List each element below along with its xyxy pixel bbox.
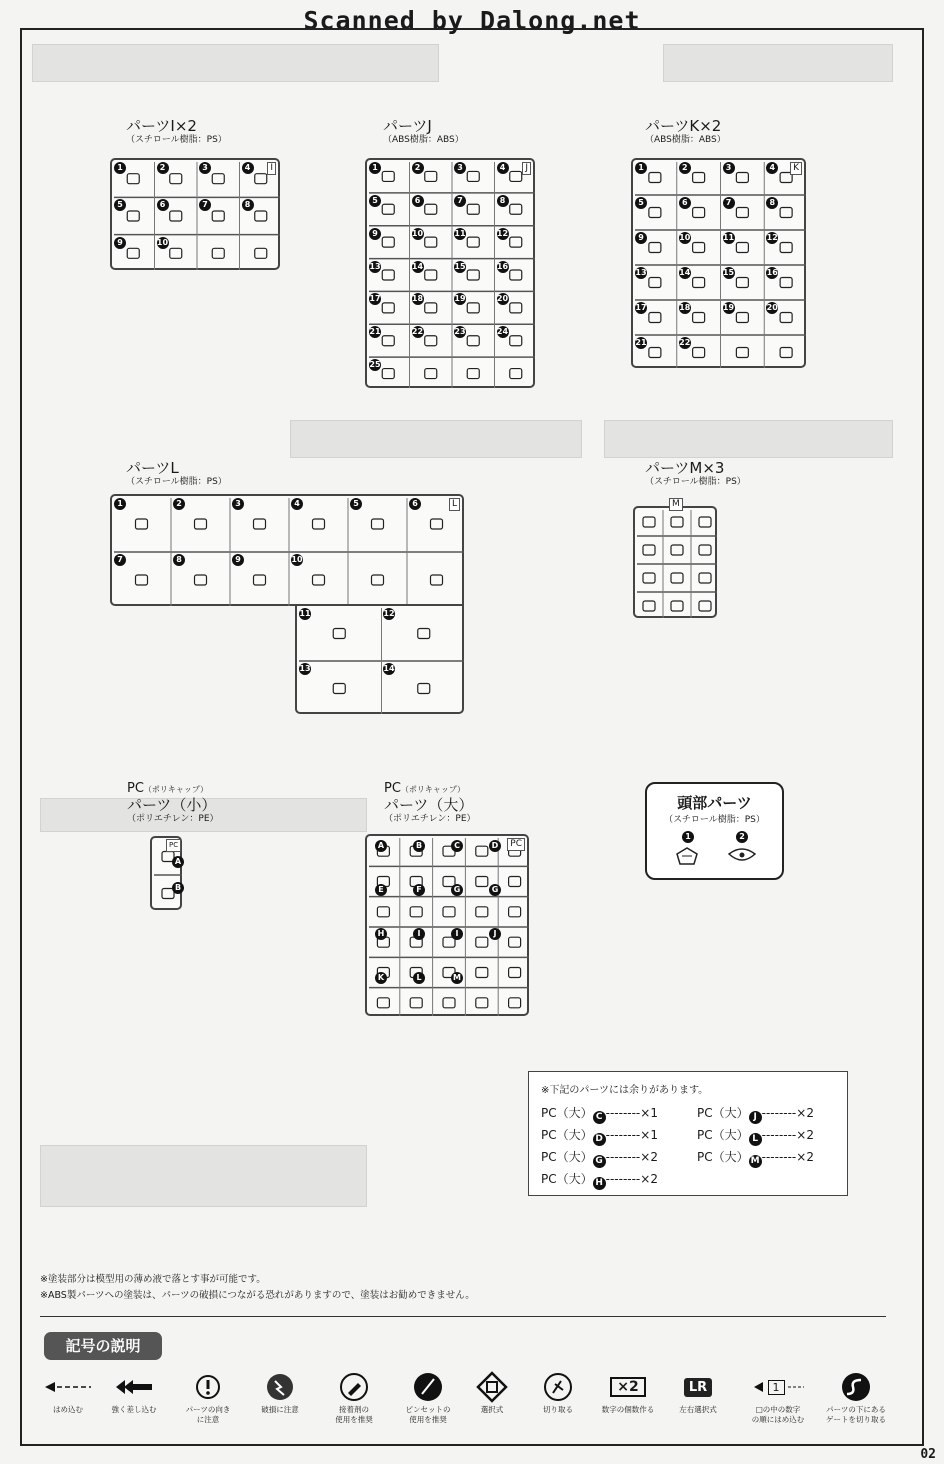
head-part-number: 2 [736,831,748,843]
part-number: 19 [722,303,735,312]
part-number: 25 [369,360,381,370]
part-number: 20 [496,294,509,304]
runner-j-title: パーツJ [383,117,432,135]
part-number: 17 [369,294,381,304]
runner-l-tag: L [449,498,460,511]
spare-dashes: -------- [605,1172,641,1186]
pc-small-label [127,778,219,825]
part-number: 19 [454,294,466,304]
pc-letter: A [375,840,387,852]
left-right-icon: LR [684,1378,712,1397]
pc-small-title: パーツ（小） [127,795,217,814]
painting-notes [40,1272,475,1304]
arrow-double-icon [114,1379,154,1395]
symbol-cut [522,1372,594,1415]
runner-j-frame [365,158,535,388]
pc-small-frame [150,836,182,910]
runner-i-material: （スチロール樹脂：PS） [126,135,227,146]
part-number: 10 [411,228,424,238]
part-number: 16 [766,268,778,277]
ghost-header-low2 [40,1145,367,1207]
symbol-label: 破損に注意 [261,1405,299,1414]
spare-letter: M [749,1155,762,1168]
pc-letter: A [172,856,184,868]
symbol-label: 切り取る [543,1405,573,1414]
pc-letter: H [375,928,387,940]
pc-small-prefix: PC [127,781,144,796]
pc-large-title: パーツ（大） [384,795,474,814]
pc-large-frame [365,834,529,1016]
sprue-drawing [367,836,531,1018]
runner-k-label [645,118,726,146]
spare-qty: ×2 [640,1150,658,1164]
part-number: 6 [679,197,691,209]
pc-letter: M [451,972,463,984]
part-number: 8 [766,197,778,209]
runner-i-title: パーツI×2 [126,117,197,135]
head-part-number: 1 [682,831,694,843]
ghost-header-mid [290,420,582,458]
spare-dashes: -------- [761,1128,797,1142]
part-number: 3 [232,498,244,510]
part-number: 3 [199,162,211,174]
select-icon [476,1371,508,1403]
part-number: 10 [156,237,169,247]
part-number: 7 [723,197,735,209]
pc-letter: F [413,884,425,896]
spare-dashes: -------- [761,1150,797,1164]
part-number: 17 [635,303,647,312]
part-number: 22 [679,338,691,347]
symbol-label: 選択式 [480,1405,504,1414]
ghost-header-mid2 [604,420,893,458]
fragile-icon [266,1373,294,1401]
part-number: 6 [412,195,424,207]
symbol-count [592,1372,664,1415]
spare-letter: G [593,1155,606,1168]
pc-large-prefix-note: （ポリキャップ） [400,785,466,794]
scan-banner: Scanned by Dalong.net [303,6,641,35]
sprue-drawing [297,606,466,716]
order-icon: 1 [768,1380,785,1395]
spare-row [541,1148,658,1168]
part-number: 1 [635,162,647,174]
runner-k-material: （ABS樹脂：ABS） [645,135,726,146]
part-number: 5 [350,498,362,510]
symbol-label: 左右選択式 [679,1405,717,1414]
part-number: 2 [173,498,185,510]
part-number: 11 [722,233,735,242]
symbol-fragile [244,1372,316,1415]
part-number: 7 [454,195,466,207]
symbol-label: パーツの下にある ゲートを切り取る [826,1405,886,1424]
part-number: 18 [679,303,691,312]
symbol-left-right [662,1372,734,1415]
head-parts-title: 頭部パーツ [677,794,752,812]
sprue-drawing [635,508,719,620]
part-number: 13 [635,268,647,277]
spare-row [697,1126,814,1146]
order-dash-icon [788,1385,804,1389]
runner-k-frame [631,158,806,368]
sprue-drawing [112,496,466,608]
ghost-header-left [32,44,439,82]
part-number: 3 [454,162,466,174]
pc-small-prefix-note: （ポリキャップ） [143,785,209,794]
spare-label: PC（大） [697,1128,749,1142]
part-number: 24 [496,327,509,337]
part-number: 2 [412,162,424,174]
runner-j-material: （ABS樹脂：ABS） [383,135,464,146]
part-number: 13 [369,261,381,271]
runner-j-label [383,118,464,146]
spare-dashes: -------- [605,1150,641,1164]
pc-letter: I [413,928,425,940]
part-number: 4 [497,162,509,174]
note-line: ※ABS製パーツへの塗装は、パーツの破損につながる恐れがありますので、塗装はお勧めできません。 [40,1290,475,1301]
symbol-gate [820,1372,892,1425]
symbol-label: ピンセットの 使用を推奨 [405,1405,451,1424]
symbol-label: はめ込む [53,1405,83,1414]
part-number: 11 [299,609,311,618]
spare-qty: ×1 [640,1128,658,1142]
spare-row [697,1148,814,1168]
runner-l-title: パーツL [126,459,179,477]
part-number: 4 [291,498,303,510]
part-number: 21 [369,327,381,337]
head-parts-material: （スチロール樹脂：PS） [664,815,765,825]
part-number: 10 [679,233,691,242]
runner-m-frame [633,499,717,618]
runner-l-frame-top [110,494,464,606]
part-number: 7 [114,554,126,566]
sprue-drawing [112,160,282,272]
symbol-label: パーツの向き に注意 [185,1405,231,1424]
spare-qty: ×2 [796,1106,814,1120]
part-number: 14 [383,664,395,673]
part-number: 13 [299,664,311,673]
part-number: 8 [242,199,254,211]
part-number: 15 [722,268,735,277]
pc-letter: J [489,928,501,940]
symbol-press [98,1372,170,1415]
spare-qty: ×1 [640,1106,658,1120]
part-number: 21 [635,338,647,347]
part-number: 18 [411,294,424,304]
part-number: 9 [114,237,126,249]
spare-label: PC（大） [697,1106,749,1120]
cut-icon [543,1372,573,1402]
part-number: 7 [199,199,211,211]
part-number: 9 [232,554,244,566]
part-number: 8 [173,554,185,566]
pc-letter: L [413,972,425,984]
spare-row [541,1126,658,1146]
part-number: 10 [291,555,303,564]
symbol-select [456,1372,528,1415]
part-number: 3 [723,162,735,174]
symbols-title: 記号の説明 [44,1332,162,1360]
pc-small-tag: PC [166,839,181,852]
pc-letter: C [451,840,463,852]
sprue-drawing [367,160,537,390]
spare-label: PC（大） [697,1150,749,1164]
spare-qty: ×2 [796,1128,814,1142]
spare-row [541,1170,658,1190]
count-icon: ×2 [610,1377,645,1397]
part-number: 23 [454,327,466,337]
spare-letter: J [749,1111,762,1124]
spare-letter: L [749,1133,762,1146]
arrow-dashed-icon [43,1380,93,1394]
head-parts-box [645,782,784,880]
spare-qty: ×2 [640,1172,658,1186]
runner-m-label [645,460,746,488]
pc-letter: E [375,884,387,896]
part-number: 12 [383,609,395,618]
section-divider [40,1316,886,1317]
part-number: 4 [766,162,778,174]
spare-dashes: -------- [605,1106,641,1120]
part-number: 4 [242,162,254,174]
symbol-fit [32,1372,104,1415]
pc-letter: D [489,840,501,852]
symbol-label: 数字の個数作る [601,1405,655,1414]
spare-letter: D [593,1133,606,1146]
order-arrow-icon [753,1380,765,1394]
part-number: 14 [679,268,691,277]
part-number: 1 [114,162,126,174]
spare-label: PC（大） [541,1150,593,1164]
spare-letter: C [593,1111,606,1124]
runner-k-tag: K [790,162,802,175]
page-number: 02 [920,1447,936,1462]
pc-letter: B [413,840,425,852]
part-number: 6 [157,199,169,211]
tweezers-icon [413,1372,443,1402]
part-number: 12 [496,228,509,238]
pc-letter: G [489,884,501,896]
pc-large-label [384,778,476,825]
glue-icon [340,1373,368,1401]
part-number: 8 [497,195,509,207]
part-number: 5 [369,195,381,207]
runner-k-title: パーツK×2 [645,117,722,135]
symbol-tweezers [392,1372,464,1425]
spare-letter: H [593,1177,606,1190]
part-number: 2 [157,162,169,174]
part-number: 9 [635,232,647,244]
pc-small-material: （ポリエチレン：PE） [127,814,219,825]
gate-icon [841,1372,871,1402]
pc-large-tag: PC [507,838,525,851]
runner-l-material: （スチロール樹脂：PS） [126,477,227,488]
spare-note: ※下記のパーツには余りがあります。 [541,1085,709,1096]
part-number: 15 [454,261,466,271]
spare-qty: ×2 [796,1150,814,1164]
symbol-label: □の中の数字 の順にはめ込む [751,1405,805,1424]
runner-m-material: （スチロール樹脂：PS） [645,477,746,488]
attention-icon [195,1374,221,1400]
sprue-drawing [633,160,808,370]
pc-large-material: （ポリエチレン：PE） [384,814,476,825]
part-number: 9 [369,228,381,240]
runner-i-frame [110,158,280,270]
symbol-label: 接着剤の 使用を推奨 [335,1405,373,1424]
spare-dashes: -------- [605,1128,641,1142]
spare-parts-box [528,1071,848,1196]
runner-i-label [126,118,227,146]
pc-letter: B [172,882,184,894]
runner-m-title: パーツM×3 [645,459,725,477]
ghost-header-right [663,44,893,82]
spare-label: PC（大） [541,1172,593,1186]
spare-label: PC（大） [541,1128,593,1142]
runner-l-frame-bottom [295,604,464,714]
part-number: 14 [411,261,424,271]
part-number: 20 [766,303,778,312]
part-number: 12 [766,233,778,242]
symbol-label: 強く差し込む [111,1405,157,1414]
note-line: ※塗装部分は模型用の薄め液で落とす事が可能です。 [40,1274,266,1285]
runner-l-label [126,460,227,488]
pc-letter: I [451,928,463,940]
symbol-glue [318,1372,390,1425]
part-number: 1 [369,162,381,174]
spare-dashes: -------- [761,1106,797,1120]
spare-label: PC（大） [541,1106,593,1120]
spare-row [697,1104,814,1124]
runner-m-tag: M [669,498,683,511]
pc-letter: K [375,972,387,984]
part-number: 5 [114,199,126,211]
part-number: 2 [679,162,691,174]
part-number: 6 [409,498,421,510]
pc-large-prefix: PC [384,781,401,796]
symbol-direction [172,1372,244,1425]
head-parts-drawing [647,784,786,882]
pc-letter: G [451,884,463,896]
part-number: 1 [114,498,126,510]
runner-j-tag: J [522,162,531,175]
part-number: 16 [496,261,509,271]
part-number: 22 [411,327,424,337]
spare-row [541,1104,658,1124]
symbol-order [742,1372,814,1425]
part-number: 11 [454,228,466,238]
part-number: 5 [635,197,647,209]
runner-i-tag: I [267,162,276,175]
